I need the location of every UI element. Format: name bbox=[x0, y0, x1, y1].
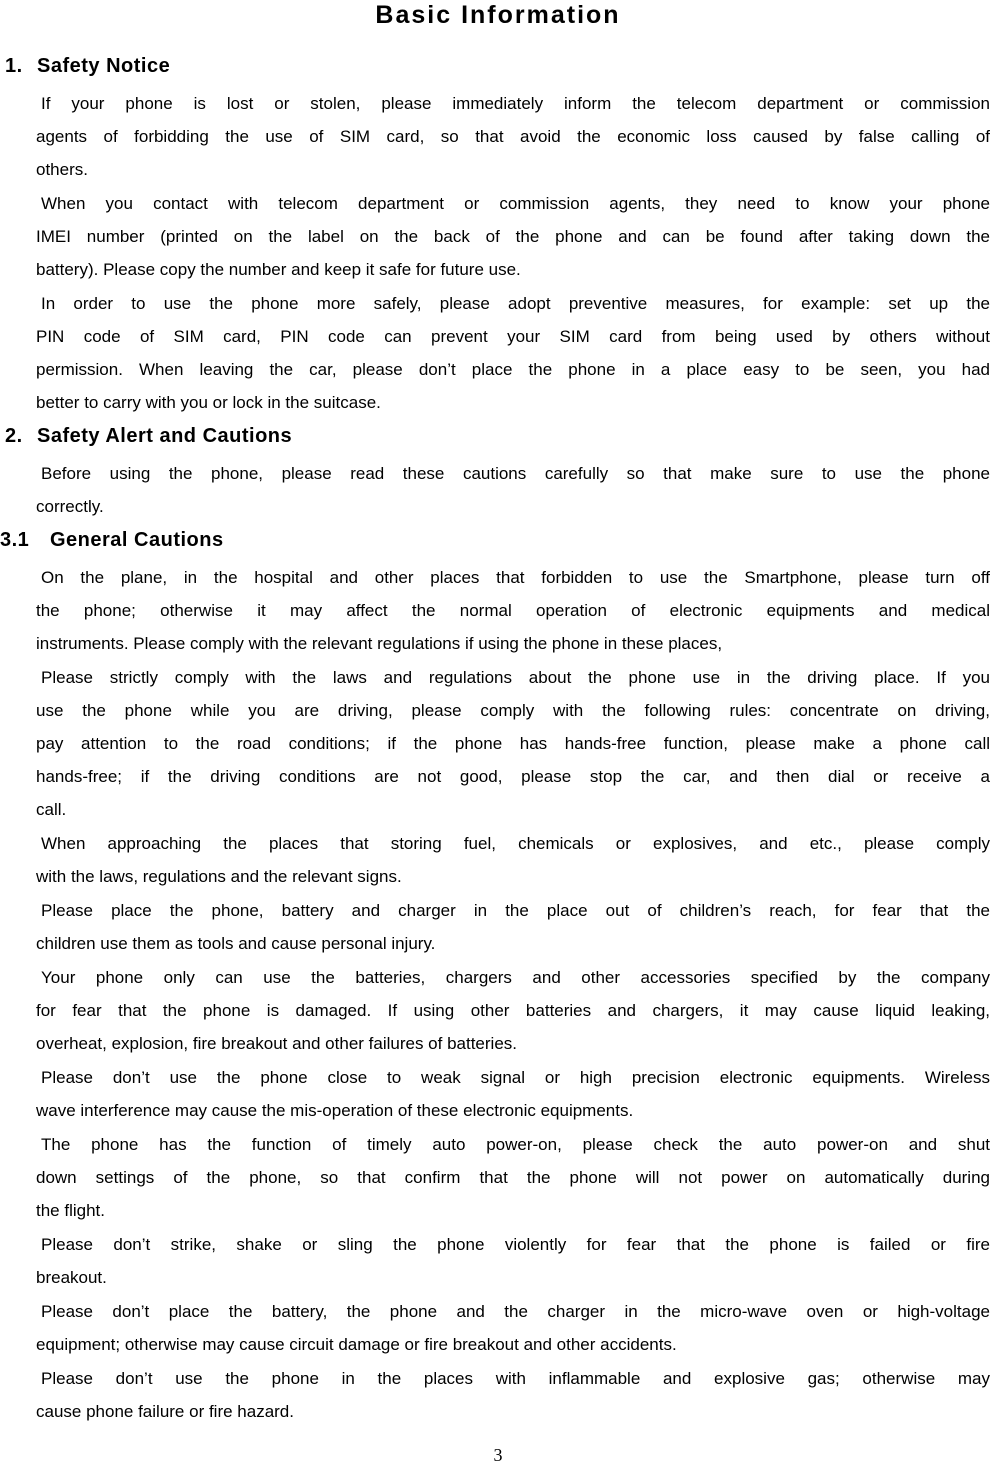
paragraph-line: children use them as tools and cause personal injury. bbox=[36, 934, 436, 953]
paragraph bbox=[36, 827, 990, 893]
paragraph-line: use the phone while you are driving, please comply with the following rules: concentrate on driving, bbox=[36, 701, 990, 720]
paragraph-line: overheat, explosion, fire breakout and other failures of batteries. bbox=[36, 1034, 518, 1053]
paragraph-line: call. bbox=[36, 800, 67, 819]
paragraph bbox=[36, 1228, 990, 1294]
section-number: 1. bbox=[5, 55, 23, 77]
paragraph-line: hands-free; if the driving conditions are not good, please stop the car, and then dial or receive a bbox=[36, 767, 990, 786]
paragraph bbox=[36, 1061, 990, 1127]
paragraph bbox=[36, 1128, 990, 1227]
section-label: Safety Notice bbox=[37, 55, 171, 77]
paragraph-line: Your phone only can use the batteries, chargers and other accessories specified by the company bbox=[41, 968, 990, 987]
section-number: 2. bbox=[5, 425, 23, 447]
paragraph-line: agents of forbidding the use of SIM card, so that avoid the economic loss caused by false calling of bbox=[36, 127, 990, 146]
paragraph bbox=[36, 561, 990, 660]
page-title: Basic Information bbox=[375, 1, 621, 29]
paragraph-line: the phone; otherwise it may affect the normal operation of electronic equipments and medical bbox=[36, 601, 990, 620]
paragraph bbox=[36, 457, 990, 523]
paragraph-line: wave interference may cause the mis-operation of these electronic equipments. bbox=[36, 1101, 634, 1120]
paragraph-line: PIN code of SIM card, PIN code can prevent your SIM card from being used by others without bbox=[36, 327, 990, 346]
paragraph-line: battery). Please copy the number and keep it safe for future use. bbox=[36, 260, 521, 279]
paragraph-line: others. bbox=[36, 160, 88, 179]
paragraph bbox=[36, 894, 990, 960]
paragraph bbox=[36, 87, 990, 186]
section-number: 3.1 bbox=[0, 529, 30, 551]
paragraph bbox=[36, 661, 990, 826]
paragraph-line: instruments. Please comply with the relevant regulations if using the phone in these places, bbox=[36, 634, 723, 653]
paragraph-line: Please don’t strike, shake or sling the phone violently for fear that the phone is failed or fire bbox=[41, 1235, 990, 1254]
paragraph-line: If your phone is lost or stolen, please immediately inform the telecom department or commission bbox=[41, 94, 990, 113]
paragraph-line: IMEI number (printed on the label on the back of the phone and can be found after taking down the bbox=[36, 227, 990, 246]
page-number: 3 bbox=[493, 1445, 503, 1465]
paragraph-line: better to carry with you or lock in the suitcase. bbox=[36, 393, 381, 412]
paragraph-line: When you contact with telecom department or commission agents, they need to know your phone bbox=[41, 194, 990, 213]
section-label: Safety Alert and Cautions bbox=[37, 425, 293, 447]
paragraph-line: In order to use the phone more safely, please adopt preventive measures, for example: set up the bbox=[41, 294, 990, 313]
paragraph-line: for fear that the phone is damaged. If using other batteries and chargers, it may cause liquid leaking, bbox=[36, 1001, 990, 1020]
paragraph-line: correctly. bbox=[36, 497, 104, 516]
section-label: General Cautions bbox=[50, 529, 224, 551]
paragraph-line: permission. When leaving the car, please don’t place the phone in a place easy to be seen, you had bbox=[36, 360, 990, 379]
paragraph-line: Please don’t place the battery, the phone and the charger in the micro-wave oven or high-voltage bbox=[41, 1302, 990, 1321]
paragraph-line: Please strictly comply with the laws and regulations about the phone use in the driving place. If you bbox=[41, 668, 990, 687]
paragraph bbox=[36, 187, 990, 286]
paragraph bbox=[36, 961, 990, 1060]
section-heading-3-1 bbox=[0, 524, 990, 557]
paragraph-line: When approaching the places that storing fuel, chemicals or explosives, and etc., please comply bbox=[41, 834, 990, 853]
paragraph-line: with the laws, regulations and the relevant signs. bbox=[36, 867, 402, 886]
paragraph-line: equipment; otherwise may cause circuit damage or fire breakout and other accidents. bbox=[36, 1335, 677, 1354]
paragraph-line: Before using the phone, please read these cautions carefully so that make sure to use the phone bbox=[41, 464, 990, 483]
section-heading-2 bbox=[0, 420, 990, 453]
paragraph-line: breakout. bbox=[36, 1268, 107, 1287]
paragraph bbox=[36, 287, 990, 419]
paragraph-line: Please don’t use the phone in the places with inflammable and explosive gas; otherwise may bbox=[41, 1369, 990, 1388]
document-content bbox=[0, 50, 996, 1428]
paragraph-line: pay attention to the road conditions; if the phone has hands-free function, please make a phone call bbox=[36, 734, 990, 753]
paragraph-line: cause phone failure or fire hazard. bbox=[36, 1402, 294, 1421]
paragraph bbox=[36, 1295, 990, 1361]
paragraph-line: the flight. bbox=[36, 1201, 105, 1220]
paragraph-line: Please don’t use the phone close to weak signal or high precision electronic equipments. Wireless bbox=[41, 1068, 990, 1087]
paragraph-line: down settings of the phone, so that confirm that the phone will not power on automatically during bbox=[36, 1168, 990, 1187]
paragraph-line: On the plane, in the hospital and other places that forbidden to use the Smartphone, please turn off bbox=[41, 568, 990, 587]
section-heading-1 bbox=[0, 50, 990, 83]
paragraph bbox=[36, 1362, 990, 1428]
paragraph-line: The phone has the function of timely auto power-on, please check the auto power-on and shut bbox=[41, 1135, 990, 1154]
paragraph-line: Please place the phone, battery and charger in the place out of children’s reach, for fear that the bbox=[41, 901, 990, 920]
